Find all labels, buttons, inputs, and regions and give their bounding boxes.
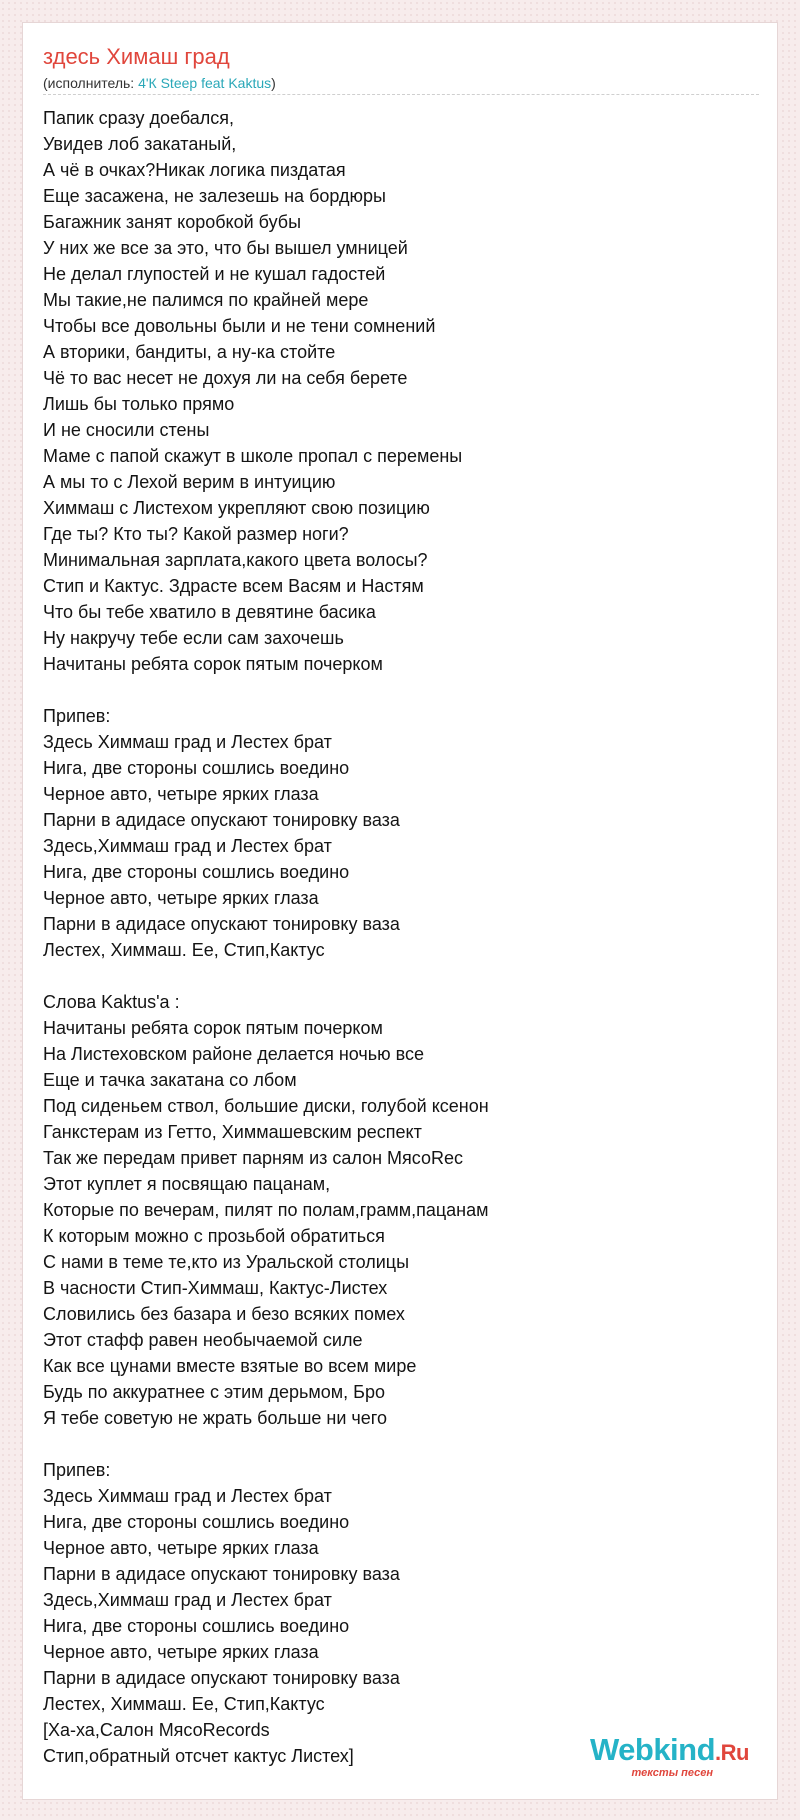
lyric-line: Нига, две стороны сошлись воедино	[43, 1616, 350, 1636]
lyric-line: А вторики, бандиты, а ну-ка стойте	[43, 342, 336, 362]
lyric-line: Не делал глупостей и не кушал гадостей	[43, 264, 386, 284]
artist-link[interactable]: 4'К Steep feat Kaktus	[138, 75, 272, 91]
lyric-line: Так же передам привет парням из салон МясоRec	[43, 1148, 464, 1168]
lyric-line: Стип и Кактус. Здрасте всем Васям и Настям	[43, 576, 424, 596]
lyric-line: Парни в адидасе опускают тонировку ваза	[43, 1668, 400, 1688]
lyric-line: Еще и тачка закатана со лбом	[43, 1070, 297, 1090]
lyric-line: Лестех, Химмаш. Ее, Стип,Кактус	[43, 940, 325, 960]
lyric-line: Начитаны ребята сорок пятым почерком	[43, 654, 383, 674]
lyric-line: Нига, две стороны сошлись воедино	[43, 862, 350, 882]
lyric-line: Нига, две стороны сошлись воедино	[43, 758, 350, 778]
lyric-line: Увидев лоб закатаный,	[43, 134, 237, 154]
lyric-line: Лестех, Химмаш. Ее, Стип,Кактус	[43, 1694, 325, 1714]
logo-main-text: Webkind	[589, 1732, 716, 1767]
lyric-line: Черное авто, четыре ярких глаза	[43, 1642, 319, 1662]
lyric-line: У них же все за это, что бы вышел умницей	[43, 238, 408, 258]
lyric-line: К которым можно с прозьбой обратиться	[43, 1226, 385, 1246]
lyric-line: Чтобы все довольны были и не тени сомнений	[43, 316, 436, 336]
lyric-line: Парни в адидасе опускают тонировку ваза	[43, 1564, 400, 1584]
artist-suffix: )	[271, 75, 276, 91]
lyric-line: Минимальная зарплата,какого цвета волосы?	[43, 550, 428, 570]
lyric-line: Под сиденьем ствол, большие диски, голубой ксенон	[43, 1096, 489, 1116]
lyric-line: Я тебе советую не жрать больше ни чего	[43, 1408, 387, 1428]
site-logo[interactable]	[590, 1734, 749, 1779]
lyric-line: Ганкстерам из Гетто, Химмашевским респект	[43, 1122, 422, 1142]
lyric-line: Черное авто, четыре ярких глаза	[43, 1538, 319, 1558]
lyric-spacer	[43, 677, 759, 703]
lyric-line: А чё в очках?Никак логика пиздатая	[43, 160, 346, 180]
lyrics-text	[43, 105, 759, 1769]
lyric-line: [Ха-ха,Салон МясоRecords	[43, 1720, 270, 1740]
lyric-line: Здесь Химмаш град и Лестех брат	[43, 732, 332, 752]
logo-suffix: .Ru	[715, 1740, 749, 1765]
lyric-line: Чё то вас несет не дохуя ли на себя берете	[43, 368, 408, 388]
artist-line	[43, 74, 276, 92]
lyric-line: Как все цунами вместе взятые во всем мире	[43, 1356, 417, 1376]
lyric-line: Химмаш с Листехом укрепляют свою позицию	[43, 498, 430, 518]
lyric-spacer	[43, 963, 759, 989]
lyric-line: В часности Стип-Химмаш, Кактус-Листех	[43, 1278, 388, 1298]
lyric-line: Этот куплет я посвящаю пацанам,	[43, 1174, 331, 1194]
logo-wordmark	[590, 1734, 749, 1769]
logo-tagline: тексты песен	[631, 1767, 713, 1779]
lyric-line: Припев:	[43, 1460, 111, 1480]
lyric-line: С нами в теме те,кто из Уральской столицы	[43, 1252, 410, 1272]
lyric-line: Черное авто, четыре ярких глаза	[43, 888, 319, 908]
lyric-line: А мы то с Лехой верим в интуицию	[43, 472, 336, 492]
lyric-line: Здесь Химмаш град и Лестех брат	[43, 1486, 332, 1506]
lyric-line: Здесь,Химмаш град и Лестех брат	[43, 836, 332, 856]
lyric-line: Багажник занят коробкой бубы	[43, 212, 302, 232]
lyric-line: Словились без базара и безо всяких помех	[43, 1304, 405, 1324]
lyric-line: Мы такие,не палимся по крайней мере	[43, 290, 369, 310]
lyric-line: Этот стафф равен необычаемой силе	[43, 1330, 363, 1350]
lyric-line: Что бы тебе хватило в девятине басика	[43, 602, 376, 622]
lyric-line: Черное авто, четыре ярких глаза	[43, 784, 319, 804]
title-divider	[43, 94, 759, 95]
lyric-line: Начитаны ребята сорок пятым почерком	[43, 1018, 383, 1038]
lyric-line: Где ты? Кто ты? Какой размер ноги?	[43, 524, 349, 544]
lyric-line: Стип,обратный отсчет кактус Листех]	[43, 1746, 354, 1766]
lyric-line: Припев:	[43, 706, 111, 726]
lyric-line: Нига, две стороны сошлись воедино	[43, 1512, 350, 1532]
lyric-line: Будь по аккуратнее с этим дерьмом, Бро	[43, 1382, 386, 1402]
lyric-line: Которые по вечерам, пилят по полам,грамм,пацанам	[43, 1200, 489, 1220]
artist-prefix: (исполнитель:	[43, 75, 139, 91]
lyric-spacer	[43, 1431, 759, 1457]
lyric-line: Слова Kaktus'a :	[43, 992, 180, 1012]
lyric-line: На Листеховском районе делается ночью все	[43, 1044, 425, 1064]
lyric-line: Ну накручу тебе если сам захочешь	[43, 628, 344, 648]
lyrics-card	[22, 22, 778, 1800]
lyric-line: Парни в адидасе опускают тонировку ваза	[43, 810, 400, 830]
lyric-line: Папик сразу доебался,	[43, 108, 234, 128]
lyric-line: Лишь бы только прямо	[43, 394, 235, 414]
lyric-line: Еще засажена, не залезешь на бордюры	[43, 186, 386, 206]
lyric-line: Маме с папой скажут в школе пропал с перемены	[43, 446, 463, 466]
lyric-line: Здесь,Химмаш град и Лестех брат	[43, 1590, 332, 1610]
lyric-line: Парни в адидасе опускают тонировку ваза	[43, 914, 400, 934]
lyric-line: И не сносили стены	[43, 420, 210, 440]
page-title: здесь Химаш град	[43, 44, 230, 69]
